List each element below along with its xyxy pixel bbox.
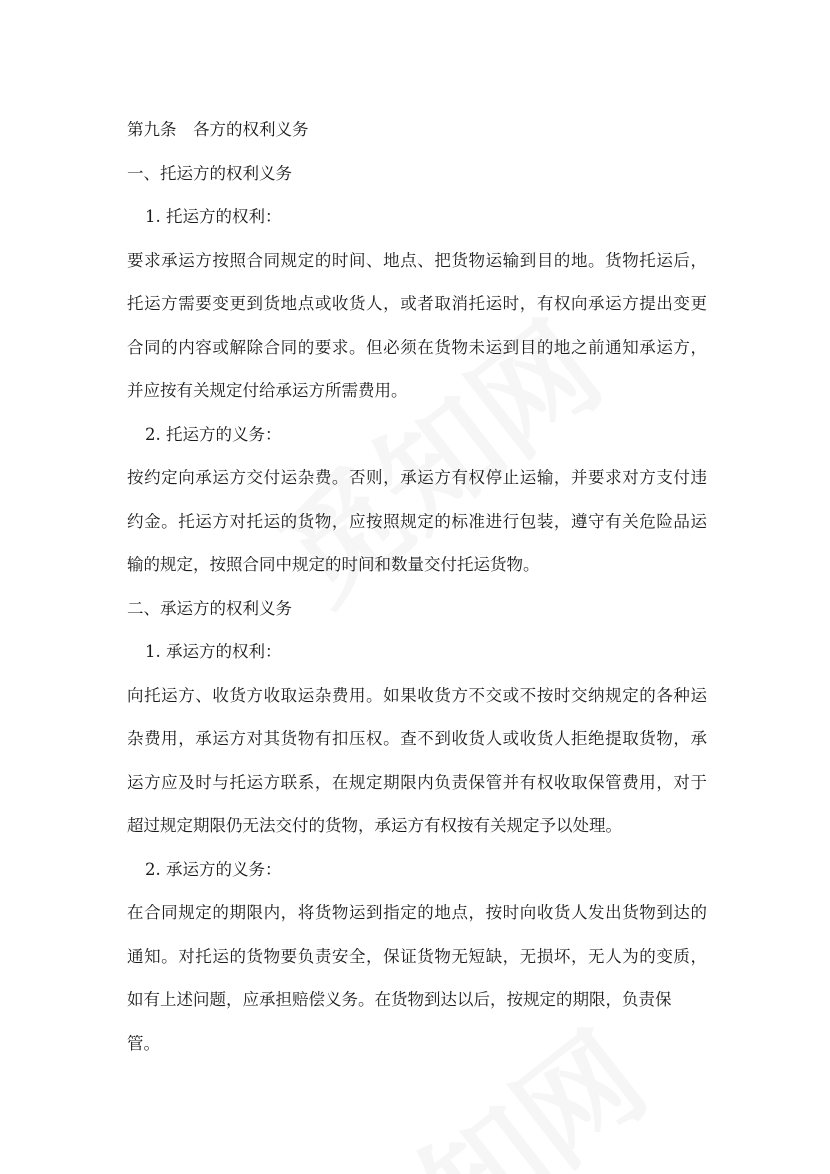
- paragraph-line: 托运方需要变更到货地点或收货人，或者取消托运时，有权向承运方提出变更: [127, 294, 707, 313]
- section-heading: 二、承运方的权利义务: [127, 598, 292, 618]
- subsection-heading: 1. 承运方的权利：: [145, 642, 282, 661]
- subsection-heading: 2. 承运方的义务：: [145, 859, 282, 879]
- paragraph-line: 运方应及时与托运方联系，在规定期限内负责保管并有权收取保管费用，对于: [127, 772, 707, 792]
- paragraph-line: 如有上述问题，应承担赔偿义务。在货物到达以后，按规定的期限，负责保: [127, 990, 672, 1009]
- paragraph-line: 在合同规定的期限内，将货物运到指定的地点，按时向收货人发出货物到达的: [127, 903, 707, 922]
- subsection-heading: 1. 托运方的权利：: [145, 207, 282, 226]
- paragraph-line: 约金。托运方对托运的货物，应按照规定的标准进行包装，遵守有关危险品运: [127, 511, 707, 531]
- paragraph-line: 管。: [127, 1033, 160, 1053]
- paragraph-line: 要求承运方按照合同规定的时间、地点、把货物运输到目的地。货物托运后，: [127, 250, 707, 270]
- paragraph-line: 杂费用，承运方对其货物有扣压权。查不到收货人或收货人拒绝提取货物，承: [127, 729, 707, 748]
- paragraph-line: 超过规定期限仍无法交付的货物，承运方有权按有关规定予以处理。: [127, 816, 622, 835]
- paragraph-line: 输的规定，按照合同中规定的时间和数量交付托运货物。: [127, 555, 540, 574]
- subsection-heading: 2. 托运方的义务：: [145, 424, 282, 444]
- section-heading: 一、托运方的权利义务: [127, 163, 292, 183]
- paragraph-line: 向托运方、收货方收取运杂费用。如果收货方不交或不按时交纳规定的各种运: [127, 685, 707, 705]
- paragraph-line: 通知。对托运的货物要负责安全，保证货物无短缺，无损坏，无人为的变质，: [127, 946, 707, 966]
- paragraph-line: 合同的内容或解除合同的要求。但必须在货物未运到目的地之前通知承运方，: [127, 337, 707, 357]
- article-title: 第九条 各方的权利义务: [127, 120, 309, 139]
- document-body: [127, 108, 707, 1065]
- paragraph-line: 按约定向承运方交付运杂费。否则，承运方有权停止运输，并要求对方支付违: [127, 468, 707, 487]
- paragraph-line: 并应按有关规定付给承运方所需费用。: [127, 381, 408, 400]
